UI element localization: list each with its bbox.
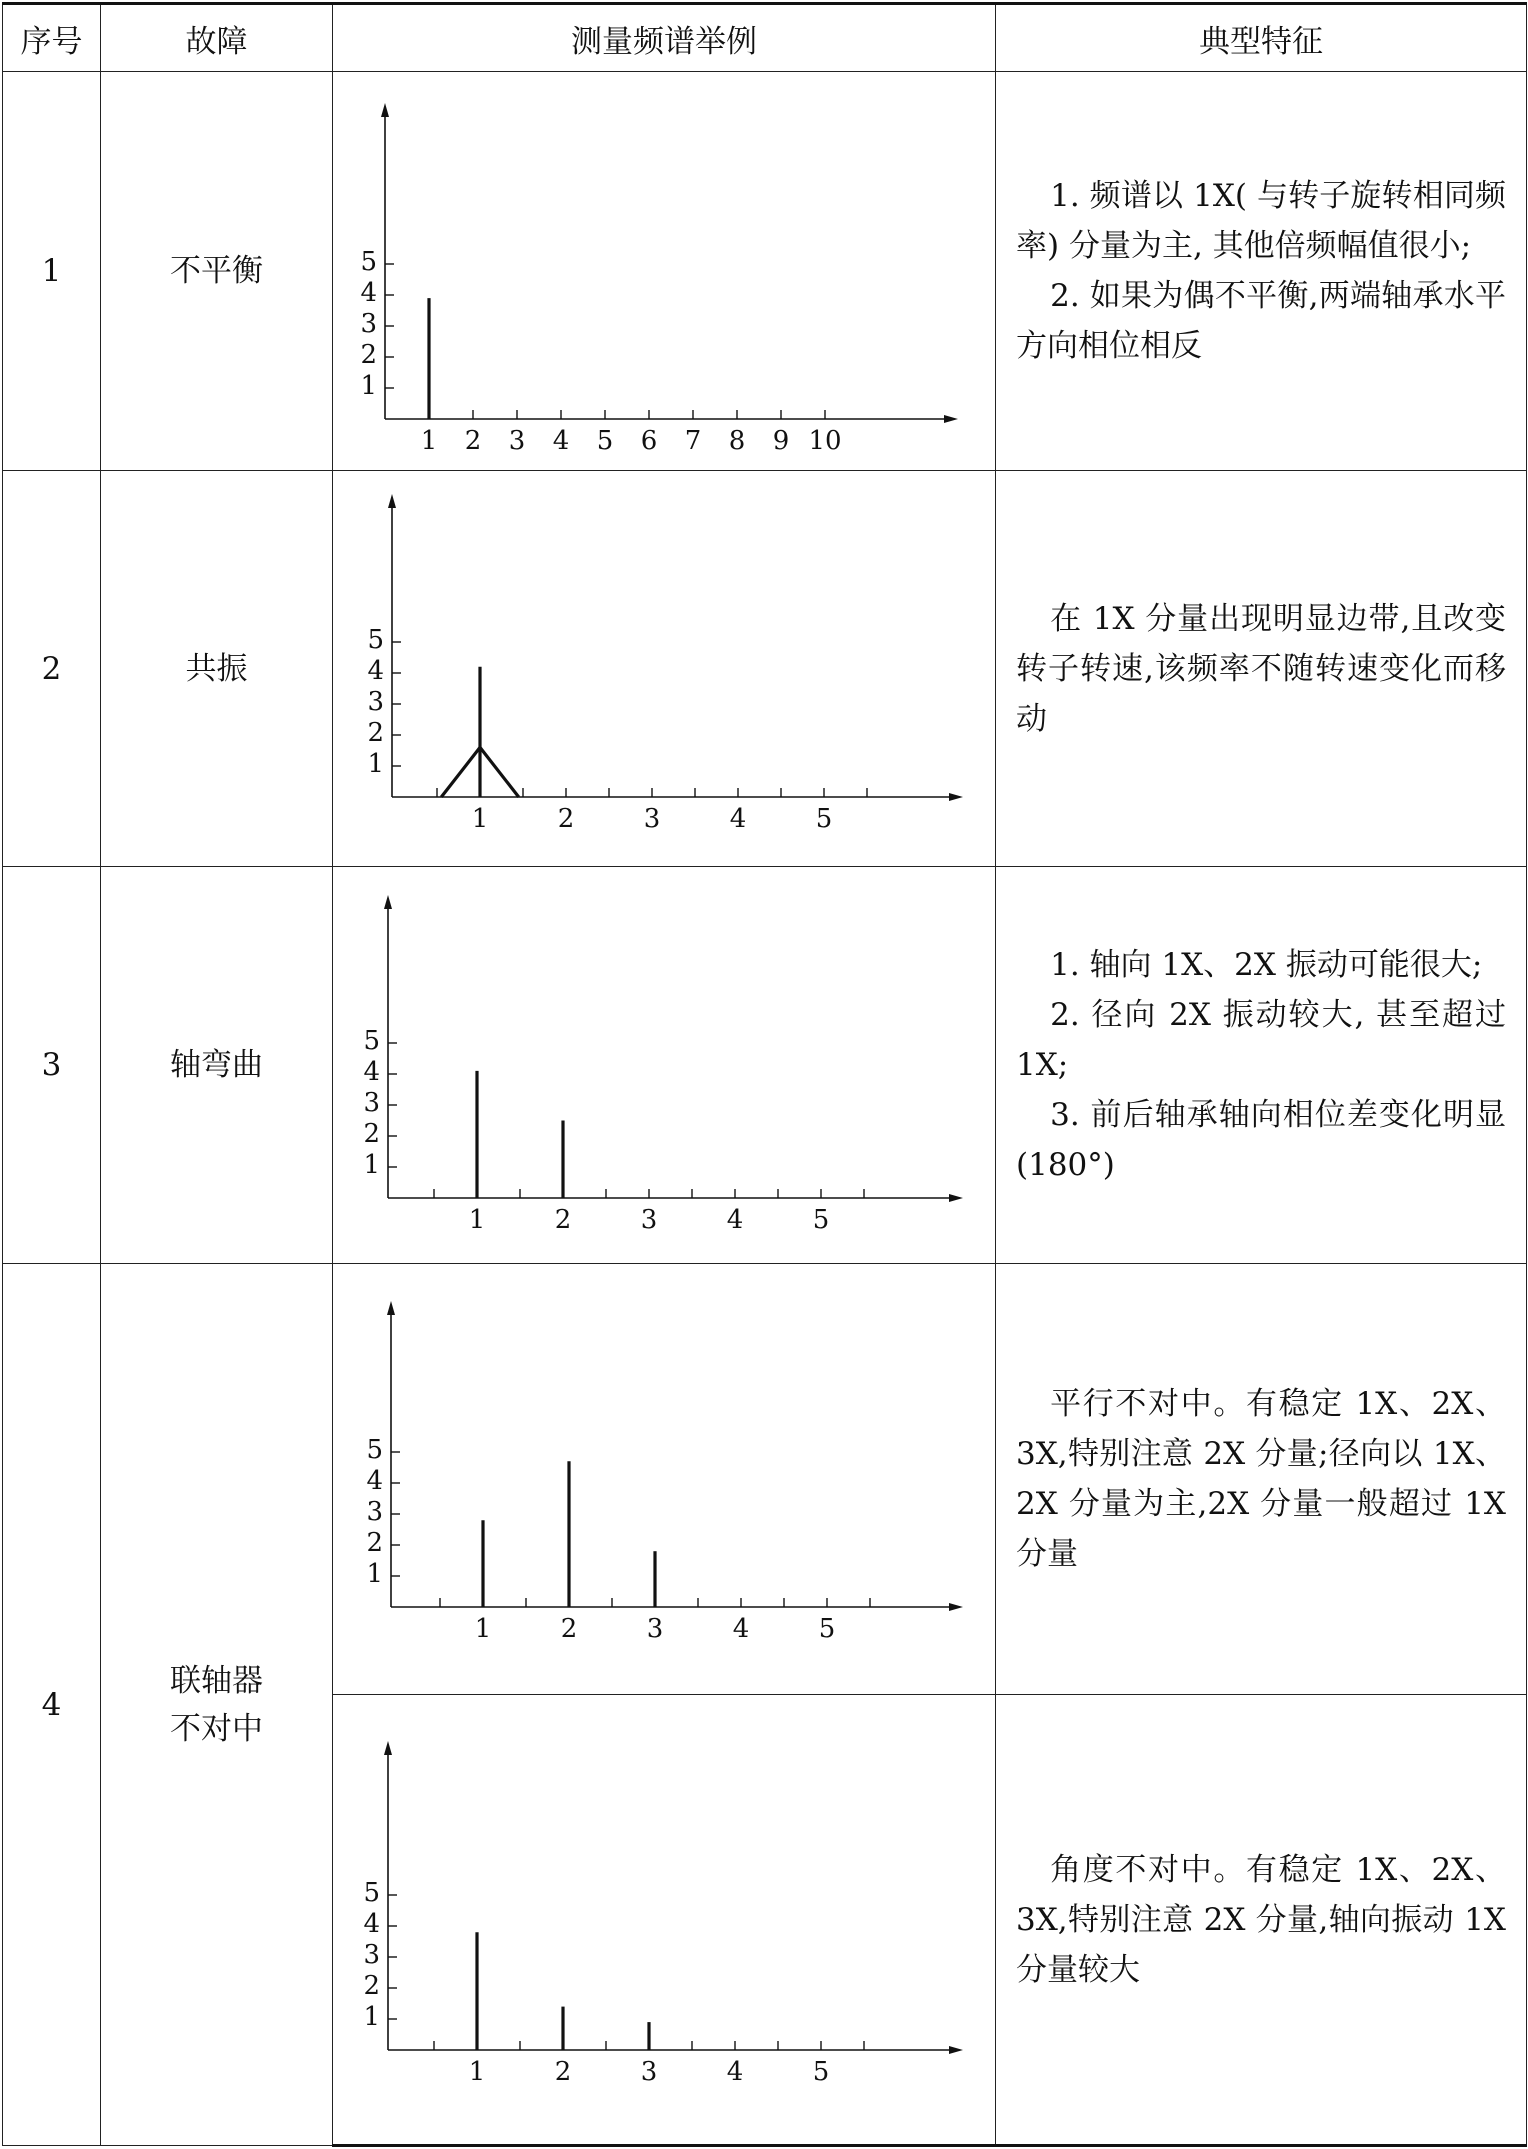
x-tick-label: 5 xyxy=(812,1205,830,1235)
fault-spectrum-table xyxy=(2,2,1527,2147)
y-tick-label: 4 xyxy=(360,278,377,308)
spectrum-cell xyxy=(333,471,996,867)
x-tick-label: 2 xyxy=(560,1614,578,1644)
y-tick-label: 2 xyxy=(360,340,377,370)
features-cell xyxy=(996,1695,1527,2146)
x-tick-label: 4 xyxy=(552,426,570,456)
fault-name-line: 不对中 xyxy=(170,1710,263,1747)
feature-line: 1. 频谱以 1X( 与转子旋转相同频率) 分量为主, 其他倍频幅值很小; xyxy=(1016,178,1506,264)
feature-line: 角度不对中。有稳定 1X、2X、3X,特别注意 2X 分量,轴向振动 1X 分量较大 xyxy=(1016,1851,1506,1988)
spectrum-cell xyxy=(333,1695,996,2146)
features-cell xyxy=(996,867,1527,1264)
x-tick-label: 5 xyxy=(812,2056,830,2087)
y-tick-label: 1 xyxy=(367,749,384,779)
table-row xyxy=(3,471,1527,867)
x-tick-label: 10 xyxy=(808,426,842,456)
spectrum-chart-unbalance xyxy=(333,73,993,469)
feature-line: 2. 径向 2X 振动较大, 甚至超过 1X; xyxy=(1016,997,1506,1083)
header-index: 序号 xyxy=(3,4,101,72)
y-axis-arrow xyxy=(387,1301,395,1315)
x-axis-arrow xyxy=(949,793,963,801)
spectrum-chart-resonance xyxy=(333,472,993,865)
x-tick-label: 4 xyxy=(732,1614,750,1644)
y-axis-arrow xyxy=(388,494,396,508)
y-tick-label: 4 xyxy=(367,656,384,686)
y-tick-label: 5 xyxy=(360,247,377,277)
feature-line: 平行不对中。有稳定 1X、2X、3X,特别注意 2X 分量;径向以 1X、2X 分量为主,2X 分量一般超过 1X 分量 xyxy=(1016,1386,1506,1572)
y-tick-label: 4 xyxy=(363,1057,380,1087)
header-fault: 故障 xyxy=(101,4,333,72)
y-tick-label: 1 xyxy=(363,1150,380,1180)
feature-line: 2. 如果为偶不平衡,两端轴承水平方向相位相反 xyxy=(1016,278,1506,364)
x-tick-label: 2 xyxy=(554,1205,572,1235)
row-index: 4 xyxy=(3,1264,101,2146)
fault-name xyxy=(101,1264,333,2146)
x-tick-label: 3 xyxy=(640,1205,658,1235)
y-tick-label: 3 xyxy=(367,687,384,717)
y-tick-label: 1 xyxy=(363,2001,380,2032)
x-axis-arrow xyxy=(949,2046,963,2054)
x-tick-label: 3 xyxy=(643,804,661,834)
feature-line: 在 1X 分量出现明显边带,且改变转子转速,该频率不随转速变化而移动 xyxy=(1016,600,1506,737)
y-axis-arrow xyxy=(384,1741,392,1755)
x-tick-label: 8 xyxy=(728,426,746,456)
x-tick-label: 6 xyxy=(640,426,658,456)
table-row xyxy=(3,1264,1527,1695)
x-tick-label: 1 xyxy=(468,2056,486,2087)
y-tick-label: 5 xyxy=(367,625,384,655)
spectrum-chart-shaft-bend xyxy=(333,868,993,1262)
y-tick-label: 1 xyxy=(366,1559,383,1589)
features-cell xyxy=(996,471,1527,867)
x-tick-label: 7 xyxy=(684,426,702,456)
fault-name-line: 联轴器 xyxy=(170,1662,263,1699)
row-index: 3 xyxy=(3,867,101,1264)
y-tick-label: 4 xyxy=(363,1908,380,1939)
y-tick-label: 2 xyxy=(363,1119,380,1149)
header-features: 典型特征 xyxy=(996,4,1527,72)
x-axis-arrow xyxy=(949,1603,963,1611)
x-tick-label: 4 xyxy=(729,804,747,834)
y-tick-label: 2 xyxy=(366,1528,383,1558)
y-tick-label: 3 xyxy=(360,309,377,339)
x-tick-label: 5 xyxy=(815,804,833,834)
x-tick-label: 9 xyxy=(772,426,790,456)
y-tick-label: 3 xyxy=(363,1088,380,1118)
spectrum-cell xyxy=(333,72,996,471)
spectrum-chart-angular-misalignment xyxy=(333,1696,993,2144)
x-tick-label: 1 xyxy=(471,804,489,834)
x-tick-label: 3 xyxy=(640,2056,658,2087)
y-tick-label: 3 xyxy=(366,1497,383,1527)
fault-name: 共振 xyxy=(101,471,333,867)
x-axis-arrow xyxy=(944,415,958,423)
spectrum-cell xyxy=(333,1264,996,1695)
x-tick-label: 1 xyxy=(420,426,438,456)
y-tick-label: 4 xyxy=(366,1466,383,1496)
x-tick-label: 4 xyxy=(726,1205,744,1235)
x-tick-label: 2 xyxy=(554,2056,572,2087)
x-tick-label: 2 xyxy=(464,426,482,456)
table-row xyxy=(3,867,1527,1264)
y-tick-label: 2 xyxy=(363,1970,380,2001)
row-index: 1 xyxy=(3,72,101,471)
y-axis-arrow xyxy=(381,103,389,117)
x-tick-label: 1 xyxy=(474,1614,492,1644)
fault-name: 不平衡 xyxy=(101,72,333,471)
y-axis-arrow xyxy=(384,895,392,909)
y-tick-label: 5 xyxy=(366,1435,383,1465)
header-row xyxy=(3,4,1527,72)
fault-name: 轴弯曲 xyxy=(101,867,333,1264)
y-tick-label: 2 xyxy=(367,718,384,748)
y-tick-label: 3 xyxy=(363,1939,380,1970)
x-tick-label: 4 xyxy=(726,2056,744,2087)
y-tick-label: 5 xyxy=(363,1877,380,1908)
x-tick-label: 3 xyxy=(508,426,526,456)
spectrum-cell xyxy=(333,867,996,1264)
x-tick-label: 3 xyxy=(646,1614,664,1644)
header-spectrum: 测量频谱举例 xyxy=(333,4,996,72)
x-tick-label: 5 xyxy=(818,1614,836,1644)
spectrum-chart-parallel-misalignment xyxy=(333,1265,993,1693)
features-cell xyxy=(996,1264,1527,1695)
feature-line: 3. 前后轴承轴向相位差变化明显(180°) xyxy=(1016,1097,1506,1183)
feature-line: 1. 轴向 1X、2X 振动可能很大; xyxy=(1050,947,1483,983)
row-index: 2 xyxy=(3,471,101,867)
y-tick-label: 1 xyxy=(360,371,377,401)
x-tick-label: 2 xyxy=(557,804,575,834)
y-tick-label: 5 xyxy=(363,1026,380,1056)
x-tick-label: 5 xyxy=(596,426,614,456)
features-cell xyxy=(996,72,1527,471)
x-tick-label: 1 xyxy=(468,1205,486,1235)
x-axis-arrow xyxy=(949,1194,963,1202)
table-row xyxy=(3,72,1527,471)
